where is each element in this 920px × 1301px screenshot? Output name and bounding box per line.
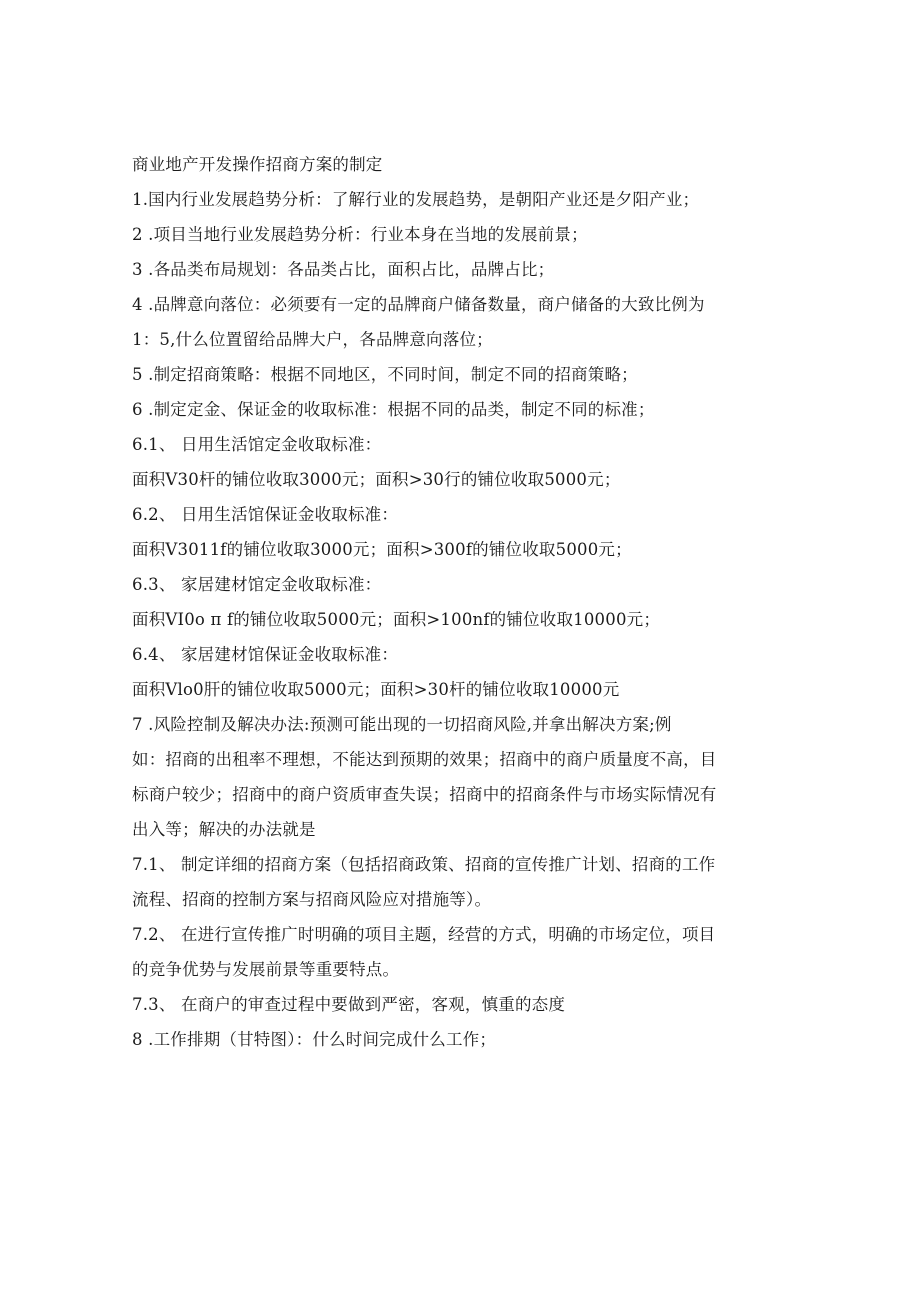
subsection-6-4-heading: 6.4、 家居建材馆保证金收取标准： xyxy=(132,645,399,664)
subsection-6-3-heading: 6.3、 家居建材馆定金收取标准： xyxy=(132,575,382,594)
document-title: 商业地产开发操作招商方案的制定 xyxy=(132,155,383,174)
subsection-7-2-line: 7.2、 在进行宣传推广时明确的项目主题，经营的方式，明确的市场定位，项目 xyxy=(132,925,716,944)
subsection-7-1-line: 7.1、 制定详细的招商方案（包括招商政策、招商的宣传推广计划、招商的工作 xyxy=(132,855,716,874)
section-6-line: 6 .制定定金、保证金的收取标准：根据不同的品类，制定不同的标准； xyxy=(132,400,655,419)
subsection-6-3-body: 面积VI0o π f的铺位收取5000元；面积>100nf的铺位收取10000元； xyxy=(132,610,661,629)
subsection-6-2-body: 面积V3011f的铺位收取3000元；面积>300f的铺位收取5000元； xyxy=(132,540,632,559)
subsection-6-2-heading: 6.2、 日用生活馆保证金收取标准： xyxy=(132,505,399,524)
section-7-line-cont-1: 如：招商的出租率不理想，不能达到预期的效果；招商中的商户质量度不高，目 xyxy=(132,750,717,769)
subsection-6-1-body: 面积V30杆的铺位收取3000元；面积>30行的铺位收取5000元； xyxy=(132,470,621,489)
section-1-line: 1.国内行业发展趋势分析：了解行业的发展趋势，是朝阳产业还是夕阳产业； xyxy=(132,190,700,209)
subsection-7-1-line-cont: 流程、招商的控制方案与招商风险应对措施等）。 xyxy=(132,890,492,909)
section-7-line-cont-2: 标商户较少；招商中的商户资质审查失误；招商中的招商条件与市场实际情况有 xyxy=(132,785,717,804)
section-2-line: 2 .项目当地行业发展趋势分析：行业本身在当地的发展前景； xyxy=(132,225,588,244)
subsection-7-3-line: 7.3、 在商户的审查过程中要做到严密，客观，慎重的态度 xyxy=(132,995,566,1014)
document-body xyxy=(132,147,790,1057)
section-4-line: 4 .品牌意向落位：必须要有一定的品牌商户储备数量，商户储备的大致比例为 xyxy=(132,295,705,314)
section-3-line: 3 .各品类布局规划：各品类占比，面积占比，品牌占比； xyxy=(132,260,555,279)
section-4-line-cont: 1：5,什么位置留给品牌大户，各品牌意向落位； xyxy=(132,330,493,349)
subsection-6-1-heading: 6.1、 日用生活馆定金收取标准： xyxy=(132,435,382,454)
section-5-line: 5 .制定招商策略：根据不同地区，不同时间，制定不同的招商策略； xyxy=(132,365,638,384)
subsection-6-4-body: 面积Vlo0肝的铺位收取5000元；面积>30杆的铺位收取10000元 xyxy=(132,680,620,699)
section-7-line: 7 .风险控制及解决办法:预测可能出现的一切招商风险,并拿出解决方案;例 xyxy=(132,715,672,734)
section-7-line-cont-3: 出入等；解决的办法就是 xyxy=(132,820,316,839)
subsection-7-2-line-cont: 的竞争优势与发展前景等重要特点。 xyxy=(132,960,400,979)
section-8-line: 8 .工作排期（甘特图）：什么时间完成什么工作； xyxy=(132,1030,497,1049)
